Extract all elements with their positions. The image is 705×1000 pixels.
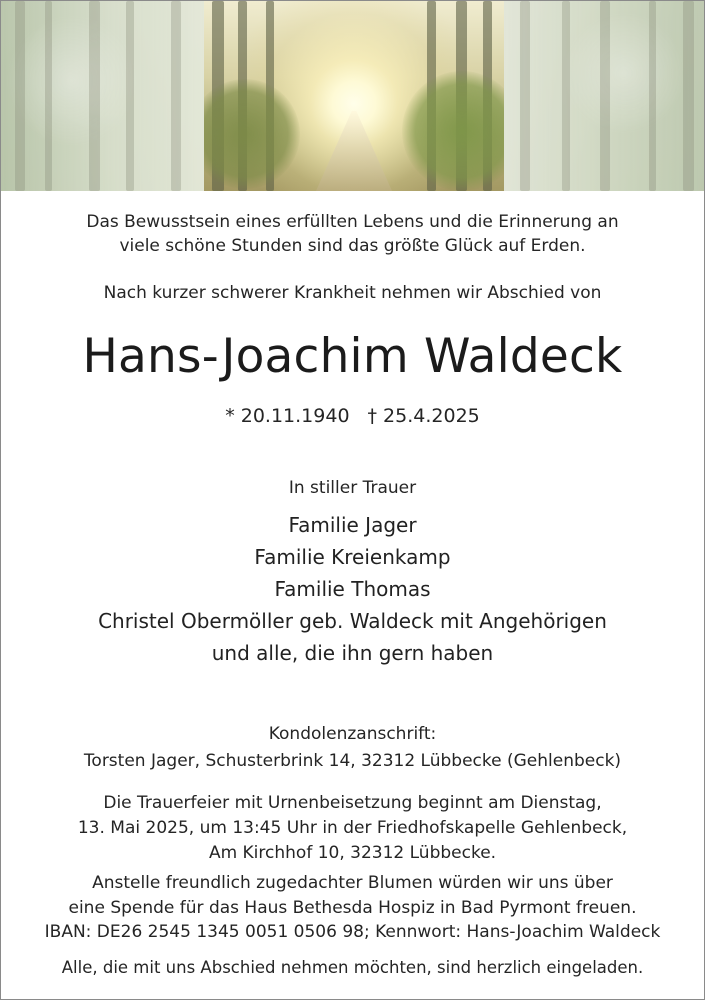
family-line-3: Familie Thomas (274, 577, 431, 601)
birth-date: 20.11.1940 (240, 405, 350, 427)
birth-symbol: * (225, 405, 235, 427)
forest-left-panel (1, 1, 204, 191)
forest-right-panel (504, 1, 704, 191)
quote-line-1: Das Bewusstsein eines erfüllten Lebens und die Erinnerung an (86, 212, 619, 232)
quote-line-2: viele schöne Stunden sind das größte Glück auf Erden. (119, 236, 586, 256)
service-line-3: Am Kirchhof 10, 32312 Lübbecke. (208, 843, 497, 863)
life-dates (1, 403, 704, 429)
forest-center-panel (204, 1, 504, 191)
donation-line-2: eine Spende für das Haus Bethesda Hospiz in Bad Pyrmont freuen. (68, 898, 637, 918)
deceased-name: Hans-Joachim Waldeck (82, 329, 623, 384)
service-line-2: 13. Mai 2025, um 13:45 Uhr in der Friedhofskapelle Gehlenbeck, (77, 818, 628, 838)
death-symbol: † (367, 405, 378, 427)
family-line-5: und alle, die ihn gern haben (211, 641, 494, 665)
forest-path (316, 111, 392, 191)
condolence-address: Torsten Jager, Schusterbrink 14, 32312 Lübbecke (Gehlenbeck) (83, 751, 622, 771)
family-line-2: Familie Kreienkamp (254, 545, 451, 569)
donation-line-1: Anstelle freundlich zugedachter Blumen würden wir uns über (92, 873, 613, 893)
forest-header-image (1, 1, 704, 191)
closing-line: Alle, die mit uns Abschied nehmen möchten, sind herzlich eingeladen. (61, 958, 644, 977)
obituary-content (1, 191, 704, 999)
intro-text: Nach kurzer schwerer Krankheit nehmen wir Abschied von (103, 283, 602, 303)
family-line-1: Familie Jager (288, 513, 417, 537)
condolence-label: Kondolenzanschrift: (268, 724, 437, 744)
mourning-heading: In stiller Trauer (288, 478, 417, 498)
family-line-4: Christel Obermöller geb. Waldeck mit Angehörigen (98, 609, 607, 633)
donation-line-3: IBAN: DE26 2545 1345 0051 0506 98; Kennwort: Hans-Joachim Waldeck (44, 922, 661, 942)
service-line-1: Die Trauerfeier mit Urnenbeisetzung beginnt am Dienstag, (103, 793, 602, 813)
death-date: 25.4.2025 (383, 405, 480, 427)
